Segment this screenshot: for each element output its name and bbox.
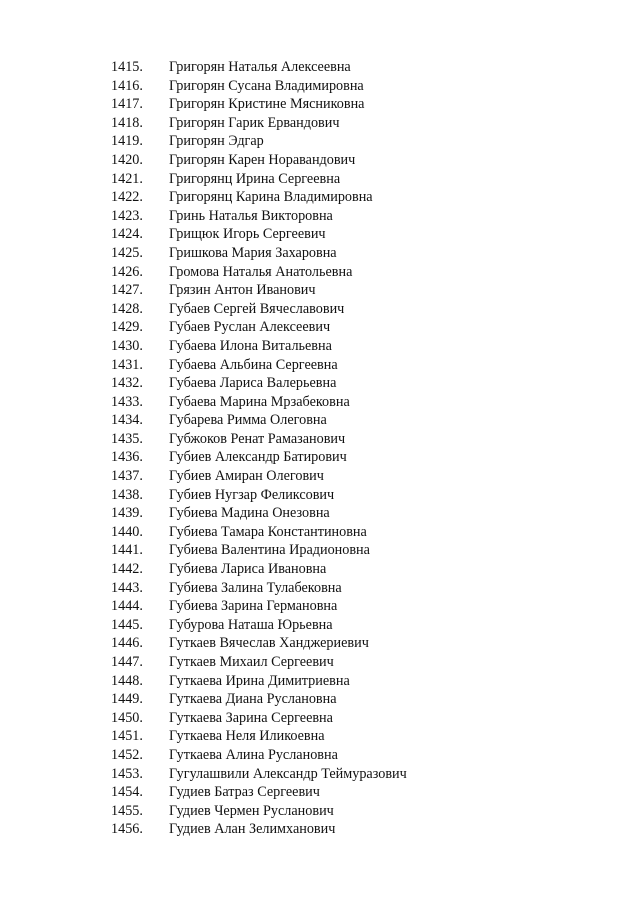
entry-number: 1453. [111,765,143,782]
entry-name: Губаева Марина Мрзабековна [169,393,350,410]
entry-name: Гугулашвили Александр Теймуразович [169,765,407,782]
list-item [0,132,640,151]
list-item [0,802,640,821]
list-item [0,337,640,356]
entry-number: 1441. [111,542,143,559]
entry-name: Губарева Римма Олеговна [169,412,327,429]
entry-name: Громова Наталья Анатольевна [169,263,353,280]
list-item [0,318,640,337]
entry-name: Губиева Валентина Ирадионовна [169,542,370,559]
entry-name: Грязин Антон Иванович [169,282,316,299]
entry-name: Губаев Сергей Вячеславович [169,300,345,317]
entry-name: Гудиев Алан Зелимханович [169,821,336,838]
list-item [0,653,640,672]
entry-name: Губиева Лариса Ивановна [169,561,327,578]
entry-name: Губиева Тамара Константиновна [169,523,367,540]
list-item [0,411,640,430]
entry-number: 1420. [111,151,143,168]
list-item [0,597,640,616]
list-item [0,77,640,96]
entry-number: 1434. [111,412,143,429]
entry-name: Губиев Амиран Олегович [169,468,324,485]
list-item [0,188,640,207]
entry-number: 1438. [111,486,143,503]
entry-number: 1429. [111,319,143,336]
entry-name: Губиев Александр Батирович [169,449,347,466]
entry-number: 1419. [111,133,143,150]
entry-number: 1425. [111,244,143,261]
entry-number: 1450. [111,709,143,726]
entry-number: 1437. [111,468,143,485]
entry-number: 1416. [111,77,143,94]
list-item [0,151,640,170]
entry-name: Губиева Зарина Германовна [169,598,338,615]
entry-number: 1432. [111,375,143,392]
entry-name: Григорян Карен Норавандович [169,151,356,168]
list-item [0,244,640,263]
list-item [0,523,640,542]
list-item [0,560,640,579]
list-item [0,263,640,282]
list-item [0,430,640,449]
entry-name: Григорянц Карина Владимировна [169,189,373,206]
entry-number: 1456. [111,821,143,838]
entry-number: 1442. [111,561,143,578]
list-item [0,783,640,802]
entry-name: Гринь Наталья Викторовна [169,207,333,224]
list-item [0,95,640,114]
entry-number: 1417. [111,96,143,113]
list-item [0,393,640,412]
list-item [0,727,640,746]
entry-number: 1443. [111,579,143,596]
entry-name: Губиева Мадина Онезовна [169,505,330,522]
entry-name: Губаева Илона Витальевна [169,337,332,354]
entry-name: Гуткаева Неля Иликоевна [169,728,325,745]
entry-name: Григорян Гарик Ервандович [169,114,340,131]
list-item [0,58,640,77]
entry-name: Гудиев Чермен Русланович [169,802,334,819]
list-item [0,579,640,598]
list-item [0,281,640,300]
entry-name: Гуткаева Зарина Сергеевна [169,709,333,726]
list-item [0,225,640,244]
entry-name: Гуткаева Алина Руслановна [169,746,338,763]
list-item [0,356,640,375]
list-item [0,634,640,653]
entry-name: Григорянц Ирина Сергеевна [169,170,341,187]
entry-number: 1418. [111,114,143,131]
entry-number: 1454. [111,784,143,801]
entry-number: 1430. [111,337,143,354]
entry-name: Губаева Лариса Валерьевна [169,375,337,392]
entry-number: 1435. [111,430,143,447]
entry-number: 1436. [111,449,143,466]
entry-number: 1452. [111,746,143,763]
numbered-name-list [0,58,640,839]
list-item [0,672,640,691]
entry-number: 1426. [111,263,143,280]
entry-number: 1433. [111,393,143,410]
list-item [0,448,640,467]
entry-name: Григорян Наталья Алексеевна [169,59,351,75]
entry-name: Гуткаев Вячеслав Ханджериевич [169,635,369,652]
list-item [0,486,640,505]
entry-name: Григорян Кристине Мясниковна [169,96,365,113]
list-item [0,300,640,319]
entry-name: Гришкова Мария Захаровна [169,244,337,261]
list-item [0,467,640,486]
entry-number: 1447. [111,654,143,670]
entry-number: 1446. [111,635,143,652]
entry-number: 1415. [111,59,143,75]
entry-name: Губурова Наташа Юрьевна [169,616,333,633]
entry-number: 1422. [111,189,143,206]
entry-name: Григорян Сусана Владимировна [169,77,364,94]
list-item [0,690,640,709]
entry-name: Григорян Эдгар [169,133,264,150]
entry-number: 1445. [111,616,143,633]
entry-number: 1427. [111,282,143,299]
entry-number: 1451. [111,728,143,745]
entry-number: 1444. [111,598,143,615]
list-item [0,820,640,839]
entry-number: 1439. [111,505,143,522]
list-item [0,207,640,226]
entry-name: Губжоков Ренат Рамазанович [169,430,346,447]
list-item [0,114,640,133]
entry-name: Губиева Залина Тулабековна [169,579,342,596]
entry-name: Гуткаева Диана Руслановна [169,691,337,708]
entry-number: 1428. [111,300,143,317]
entry-name: Губаев Руслан Алексеевич [169,319,331,336]
entry-number: 1455. [111,802,143,819]
entry-number: 1440. [111,523,143,540]
entry-name: Губиев Нугзар Феликсович [169,486,335,503]
entry-number: 1431. [111,356,143,373]
list-item [0,765,640,784]
entry-name: Гудиев Батраз Сергеевич [169,784,320,801]
list-item [0,170,640,189]
list-item [0,709,640,728]
entry-number: 1449. [111,691,143,708]
list-item [0,504,640,523]
entry-name: Губаева Альбина Сергеевна [169,356,338,373]
entry-number: 1421. [111,170,143,187]
list-item [0,746,640,765]
list-item [0,541,640,560]
entry-number: 1423. [111,207,143,224]
entry-name: Гуткаев Михаил Сергеевич [169,654,334,670]
entry-number: 1448. [111,672,143,689]
list-item [0,616,640,635]
list-item [0,374,640,393]
entry-name: Гуткаева Ирина Димитриевна [169,672,350,689]
entry-number: 1424. [111,226,143,243]
entry-name: Грищюк Игорь Сергеевич [169,226,326,243]
